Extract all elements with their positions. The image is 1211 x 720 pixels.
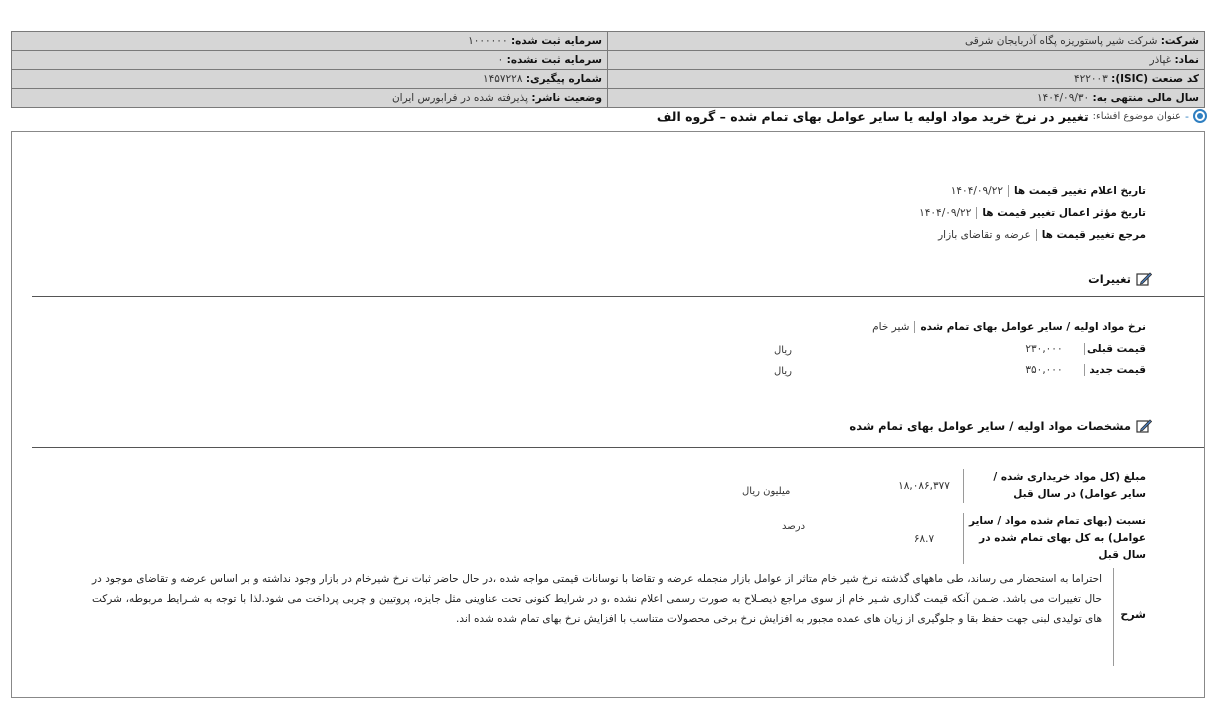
effective-date-value: ۱۴۰۴/۰۹/۲۲ <box>919 207 972 219</box>
specs-divider <box>32 447 1204 448</box>
isic-label: کد صنعت (ISIC): <box>1111 73 1199 85</box>
tracking-value: ۱۴۵۷۲۲۸ <box>482 73 523 85</box>
symbol-value: غپاذر <box>1149 54 1172 66</box>
amount-value: ۱۸,۰۸۶,۳۷۷ <box>898 480 950 492</box>
isic-cell <box>608 70 1205 89</box>
registered-capital-cell <box>12 32 608 51</box>
description-text: احتراما به استحضار می رساند، طی ماههای گذشته نرخ شیر خام متاثر از عوامل بازار منجمله عرضه و تقاضا با نوسانات قیمتی مواجه شده ،در حال حاضر ثبات نرخ شیرخام در بازار وجود نداشته و بر اساس عرضه و تقاضای موجود در حال تغییرات می باشد. ضـمن آنکه قیمت گذاری شـیر خام از سوی مراجع ذیصـلاح به صورت رسمی اعلام نشده ،و در شرایط کنونی تحت عناوینی مثل جایزه، پروتیین و چربی پرداخت می شود.لذا با توجه به شـرایط مربوطه، شرکت های تولیدی لبنی جهت حفظ بقا و جلوگیری از زیان های عمده مجبور به افزایش نرخ برخی محصولات متناسب با افزایش نرخ بهای تمام شده شده اند. <box>92 573 1102 625</box>
edit-pen-icon <box>1136 418 1152 433</box>
edit-pen-icon <box>1136 271 1152 286</box>
symbol-label: نماد: <box>1174 54 1199 66</box>
company-label: شرکت: <box>1160 35 1199 47</box>
reference-label: مرجع تغییر قیمت ها <box>1041 229 1146 241</box>
unregistered-capital-label: سرمایه ثبت نشده: <box>506 54 602 66</box>
company-info-table <box>11 31 1205 108</box>
status-value: پذیرفته شده در فرابورس ایران <box>391 92 529 104</box>
material-label: نرخ مواد اولیه / سایر عوامل بهای تمام شده <box>920 321 1146 333</box>
description-label: شرح <box>1120 608 1146 621</box>
ratio-label: نسبت (بهای تمام شده مواد / سایر عوامل) به کل بهای تمام شده در سال قبل <box>968 515 1146 561</box>
material-row <box>872 321 1146 333</box>
prev-price-row <box>1009 343 1146 355</box>
material-value: شیر خام <box>872 321 910 333</box>
new-price-unit: ریال <box>774 366 792 377</box>
radio-bullet-icon <box>1193 109 1207 123</box>
effective-date-label: تاریخ مؤثر اعمال تغییر قیمت ها <box>982 207 1146 219</box>
tracking-label: شماره پیگیری: <box>525 73 602 85</box>
prev-price-label: قیمت قبلی <box>1086 343 1146 355</box>
tracking-cell <box>12 70 608 89</box>
new-price-row <box>1009 364 1146 376</box>
registered-capital-value: ۱۰۰۰۰۰۰ <box>468 35 508 47</box>
fiscal-value: ۱۴۰۴/۰۹/۳۰ <box>1036 92 1090 104</box>
company-cell <box>608 32 1205 51</box>
announce-date-label: تاریخ اعلام تغییر قیمت ها <box>1013 185 1146 197</box>
reference-row <box>938 229 1146 241</box>
disclosure-subject <box>657 106 1207 126</box>
symbol-cell <box>608 51 1205 70</box>
changes-heading <box>1088 271 1152 286</box>
registered-capital-label: سرمایه ثبت شده: <box>510 35 602 47</box>
new-price-value: ۳۵۰,۰۰۰ <box>1025 364 1063 376</box>
ratio-row <box>889 513 1146 564</box>
description-separator <box>1113 568 1114 666</box>
unregistered-capital-cell <box>12 51 608 70</box>
reference-value: عرضه و تقاضای بازار <box>938 229 1031 241</box>
amount-label: مبلغ (کل مواد خریداری شده / سایر عوامل) در سال قبل <box>993 471 1146 500</box>
amount-row <box>889 469 1146 503</box>
announce-date-value: ۱۴۰۴/۰۹/۲۲ <box>950 185 1003 197</box>
subject-title: تغییر در نرخ خرید مواد اولیه یا سایر عوامل بهای تمام شده – گروه الف <box>656 108 1089 124</box>
fiscal-cell <box>608 89 1205 108</box>
specs-heading <box>849 418 1152 433</box>
status-label: وضعیت ناشر: <box>531 92 602 104</box>
unregistered-capital-value: ۰ <box>497 54 504 66</box>
changes-heading-text: تغییرات <box>1088 271 1131 286</box>
changes-divider <box>32 296 1204 297</box>
effective-date-row <box>919 207 1146 219</box>
company-value: شرکت شیر پاستوریزه پگاه آذربایجان شرقی <box>965 35 1158 47</box>
isic-value: ۴۲۲۰۰۳ <box>1073 73 1108 85</box>
disclosure-panel <box>11 131 1205 698</box>
dash-icon: - <box>1185 109 1189 123</box>
announce-date-row <box>951 185 1146 197</box>
specs-heading-text: مشخصات مواد اولیه / سایر عوامل بهای تمام شده <box>849 418 1131 433</box>
new-price-label: قیمت جدید <box>1089 364 1146 376</box>
prev-price-unit: ریال <box>774 345 792 356</box>
subject-label: عنوان موضوع افشاء: <box>1092 110 1182 122</box>
amount-unit: میلیون ریال <box>742 486 791 497</box>
prev-price-value: ۲۳۰,۰۰۰ <box>1025 343 1063 355</box>
status-cell <box>12 89 608 108</box>
fiscal-label: سال مالی منتهی به: <box>1092 92 1199 104</box>
ratio-unit: درصد <box>782 521 806 532</box>
ratio-value: ۶۸.۷ <box>913 532 935 545</box>
